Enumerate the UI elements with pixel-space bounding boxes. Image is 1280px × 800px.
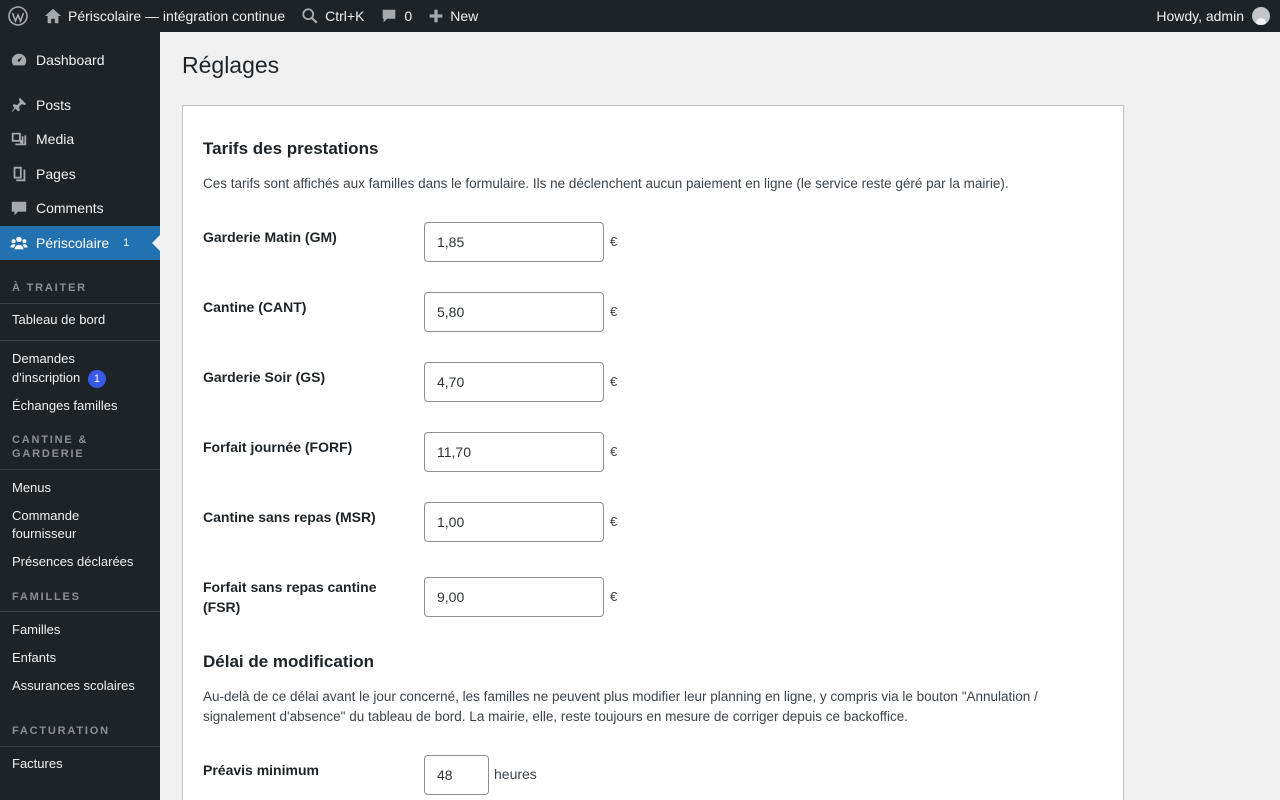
menu-label: Périscolaire [36,234,110,251]
section-description-delai: Au-delà de ce délai avant le jour concerné, les familles ne peuvent plus modifier leur planning en ligne, y compris via le bouton "Annulation / signalement d'absence" du tableau de bord. La mairie, elle, reste toujours en mesure de corriger depuis ce backoffice. [203,689,1038,724]
sidebar-item-enfants[interactable]: Enfants [12,649,57,665]
page-title: Réglages [182,52,280,78]
sidebar-item-label: d'inscription [12,370,81,385]
command-palette-button[interactable] [293,0,372,32]
field-label-gm: Garderie Matin (GM) [203,229,337,245]
price-input-gm[interactable] [424,222,604,262]
menu-label: Pages [36,165,76,182]
new-content-button[interactable] [420,0,486,32]
currency-symbol: € [610,589,618,604]
sidebar-item-factures[interactable]: Factures [12,755,63,771]
hours-unit: heures [494,766,537,782]
avatar [1252,7,1270,25]
settings-card [182,105,1124,800]
comments-count: 0 [404,8,413,24]
pin-icon [10,96,28,114]
menu-posts[interactable] [0,88,160,123]
media-icon [10,130,28,148]
currency-symbol: € [610,374,618,389]
field-label-preavis: Préavis minimum [203,762,319,778]
sidebar-item-echanges-familles[interactable]: Échanges familles [12,397,118,413]
sidebar-item-tableau-de-bord[interactable]: Tableau de bord [12,312,106,327]
section-heading-line: GARDERIE [12,447,85,460]
search-shortcut: Ctrl+K [325,8,365,24]
price-input-msr[interactable] [424,502,604,542]
menu-periscolaire[interactable] [0,226,160,261]
price-input-fsr[interactable] [424,577,604,617]
sidebar-item-label: fournisseur [12,525,77,541]
new-label: New [450,8,479,24]
section-heading-familles: FAMILLES [12,590,81,603]
menu-label: Media [36,131,75,148]
wordpress-logo-icon[interactable] [0,0,36,32]
menu-pages[interactable] [0,157,160,192]
sidebar-item-label: Demandes [12,351,75,366]
sidebar-item-label: Commande [12,507,80,523]
field-label-gs: Garderie Soir (GS) [203,369,326,385]
price-input-gs[interactable] [424,362,604,402]
field-label-forf: Forfait journée (FORF) [203,439,353,455]
howdy-text: Howdy, admin [1156,8,1244,24]
comment-icon [380,7,398,25]
dashboard-icon [10,51,28,69]
my-account-menu[interactable] [1148,0,1280,32]
main-content [160,32,1280,800]
plus-icon [428,8,444,24]
section-title-tarifs: Tarifs des prestations [203,139,379,158]
pending-count-badge: 1 [88,370,106,388]
groups-icon [10,234,28,252]
menu-media[interactable] [0,122,160,157]
field-label-msr: Cantine sans repas (MSR) [203,509,376,525]
section-heading-cantine [0,433,160,461]
sidebar-item-presences-declarees[interactable]: Présences déclarées [12,553,134,569]
price-input-cant[interactable] [424,292,604,332]
menu-comments[interactable] [0,191,160,226]
home-icon [44,7,62,25]
comments-link[interactable] [372,0,420,32]
admin-sidebar [0,32,160,800]
site-name-link[interactable] [36,0,293,32]
section-heading-line: CANTINE & [12,433,89,446]
section-heading-a-traiter: À TRAITER [12,282,87,294]
menu-label: Posts [36,96,72,113]
site-name: Périscolaire — intégration continue [68,8,286,24]
field-label-fsr: Forfait sans repas cantine (FSR) [203,579,377,615]
currency-symbol: € [610,304,618,319]
sidebar-item-commande-fournisseur[interactable] [0,507,160,543]
currency-symbol: € [610,234,618,249]
menu-dashboard[interactable] [0,43,160,78]
field-label-cant: Cantine (CANT) [203,299,307,315]
section-title-delai: Délai de modification [203,652,374,671]
sidebar-item-assurances-scolaires[interactable]: Assurances scolaires [12,677,135,693]
currency-symbol: € [610,514,618,529]
preavis-hours-input[interactable] [424,755,489,795]
pages-icon [10,165,28,183]
sidebar-item-familles[interactable]: Familles [12,621,61,637]
menu-label: Dashboard [36,52,105,69]
section-heading-facturation: FACTURATION [12,724,110,737]
notification-badge: 1 [123,236,130,249]
section-description-tarifs: Ces tarifs sont affichés aux familles dans le formulaire. Ils ne déclenchent aucun paiement en ligne (le service reste géré par la mairie). [203,176,1009,191]
menu-label: Comments [36,200,104,217]
comment-icon [10,199,28,217]
sidebar-item-menus[interactable]: Menus [12,479,52,495]
price-input-forf[interactable] [424,432,604,472]
search-icon [301,7,319,25]
sidebar-item-demandes-inscription[interactable] [0,349,160,388]
currency-symbol: € [610,444,618,459]
admin-bar [0,0,1280,32]
